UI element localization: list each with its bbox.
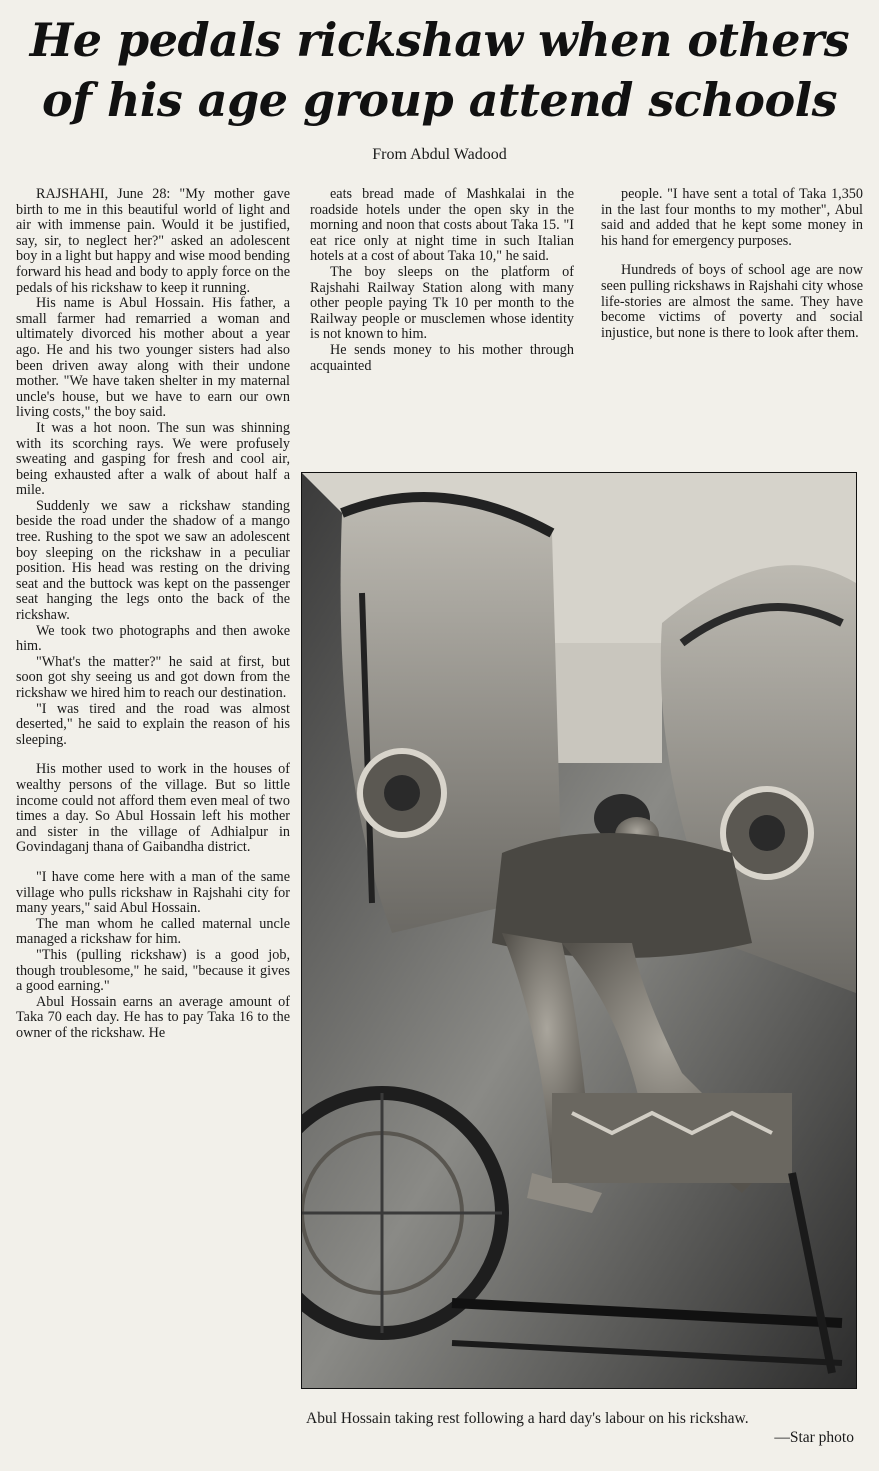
headline-line-1: He pedals rickshaw when others — [29, 13, 850, 67]
byline: From Abdul Wadood — [372, 146, 507, 163]
paragraph: eats bread made of Mashkalai in the roadside hotels under the open sky in the morning and noon that costs about Taka 15. "I eat rice only at night time in such Italian hotels at a cost of about Taka 10," he said. — [310, 186, 574, 265]
photo-caption — [306, 1409, 854, 1447]
paragraph: "I was tired and the road was almost deserted," he said to explain the reason of his sleeping. — [16, 700, 290, 748]
article-column-1 — [16, 187, 290, 1041]
caption-text: Abul Hossain taking rest following a hard day's labour on his rickshaw. — [306, 1410, 749, 1427]
headline — [10, 10, 869, 130]
rickshaw-boy-photo — [302, 473, 856, 1388]
paragraph: Hundreds of boys of school age are now seen pulling rickshaws in Rajshahi city whose life-stories are almost the same. They have become victims of poverty and social injustice, but none is there to look after them. — [601, 262, 863, 341]
paragraph: His mother used to work in the houses of wealthy persons of the village. But so little income could not afford them even meal of two times a day. So Abul Hossain left his mother and sister in the village of Adhialpur in Govindaganj thana of Gaibandha district. — [16, 761, 290, 856]
photo-credit: —Star photo — [774, 1429, 854, 1446]
article-column-3 — [601, 187, 863, 341]
paragraph: "This (pulling rickshaw) is a good job, though troublesome," he said, "because it gives a good earning." — [16, 946, 290, 995]
paragraph: Abul Hossain earns an average amount of Taka 70 each day. He has to pay Taka 16 to the owner of the rickshaw. He — [16, 993, 290, 1041]
paragraph: RAJSHAHI, June 28: "My mother gave birth to me in this beautiful world of light and air with immense pain. Would it be justified, say, sir, to neglect her?" asked an adolescent boy in a light but happy and wise mood bending forward his head and body to apply force on the pedals of his rickshaw to keep it running. — [16, 186, 290, 296]
paragraph: We took two photographs and then awoke him. — [16, 622, 290, 655]
paragraph: "What's the matter?" he said at first, but soon got shy seeing us and got down from the rickshaw we hired him to reach our destination. — [16, 653, 290, 701]
article-photo — [301, 472, 857, 1389]
headline-line-2: of his age group attend schools — [41, 73, 838, 127]
paragraph: Suddenly we saw a rickshaw standing beside the road under the shadow of a mango tree. Rushing to the spot we saw an adolescent boy sleeping on the rickshaw in a peculiar position. His head was resting on the driving seat and the buttock was kept on the passenger seat hanging the legs onto the back of the rickshaw. — [16, 497, 290, 624]
paragraph: The boy sleeps on the platform of Rajshahi Railway Station along with many other people paying Tk 10 per month to the Railway people or musclemen whose identity is not known to him. — [310, 263, 574, 343]
paragraph: His name is Abul Hossain. His father, a small farmer had remarried a woman and ultimately divorced his mother about a year ago. He and his two younger sisters had also been driven away along with their undone mother. "We have taken shelter in my maternal uncle's house, but we have to earn our own living costs," the boy said. — [16, 295, 290, 421]
paragraph: "I have come here with a man of the same village who pulls rickshaw in Rajshahi city for many years," said Abul Hossain. — [16, 868, 290, 917]
paragraph: people. "I have sent a total of Taka 1,350 in the last four months to my mother", Abul said and added that he kept some money in his hand for emergency purposes. — [601, 186, 863, 249]
paragraph: It was a hot noon. The sun was shinning with its scorching rays. We were profusely sweating and gasping for fresh and cool air, being exhausted after a walk of about half a mile. — [16, 419, 290, 499]
article-column-2 — [310, 187, 574, 374]
paragraph: The man whom he called maternal uncle managed a rickshaw for him. — [16, 915, 290, 948]
paragraph: He sends money to his mother through acquainted — [310, 341, 574, 374]
